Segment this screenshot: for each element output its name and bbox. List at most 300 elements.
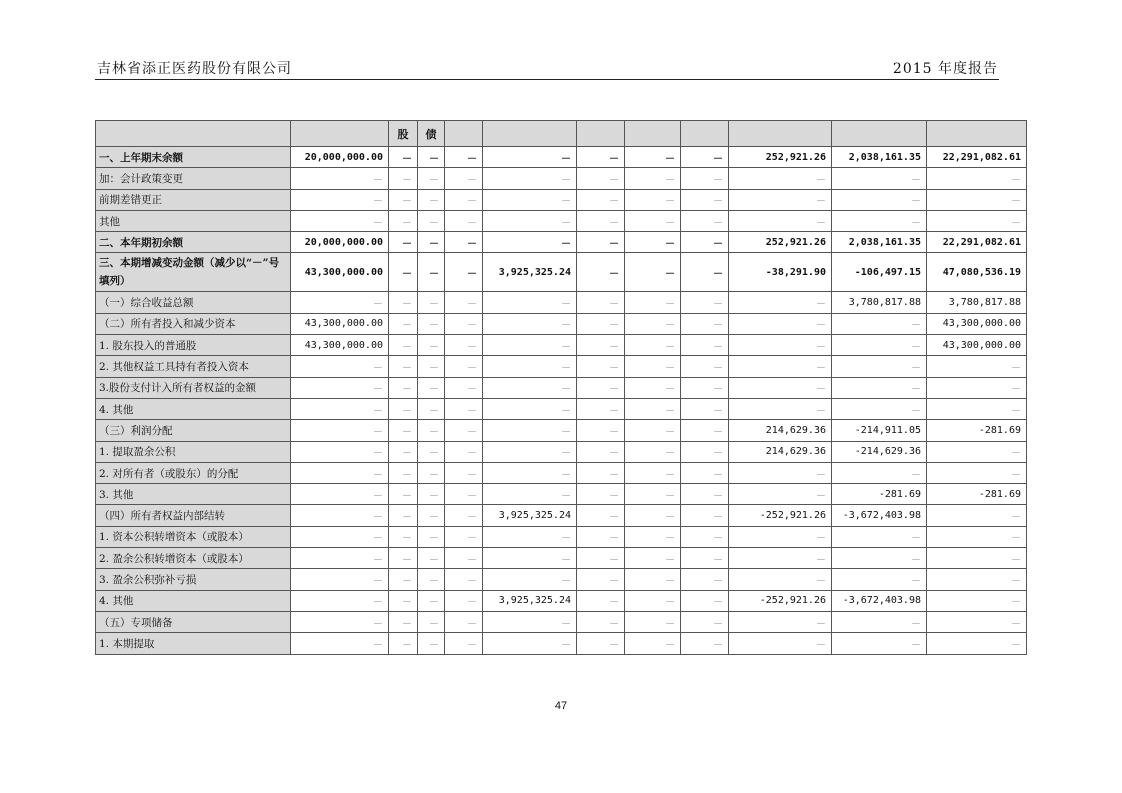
value-cell: － bbox=[445, 484, 483, 505]
value-cell: － bbox=[389, 377, 418, 398]
value-cell: － bbox=[729, 356, 832, 377]
value-cell: － bbox=[729, 335, 832, 356]
value-cell: － bbox=[729, 569, 832, 590]
table-row bbox=[96, 335, 1027, 356]
value-cell: － bbox=[577, 505, 625, 526]
value-cell: － bbox=[625, 377, 681, 398]
value-cell: － bbox=[483, 168, 577, 189]
value-cell: － bbox=[625, 420, 681, 441]
value-cell: － bbox=[483, 377, 577, 398]
row-label: 2. 其他权益工具持有者投入资本 bbox=[96, 356, 291, 377]
value-cell: － bbox=[832, 611, 927, 632]
value-cell: － bbox=[418, 505, 445, 526]
value-cell: － bbox=[389, 590, 418, 611]
value-cell: － bbox=[625, 147, 681, 168]
value-cell: － bbox=[577, 147, 625, 168]
table-row bbox=[96, 611, 1027, 632]
header-cell bbox=[625, 121, 681, 147]
value-cell: － bbox=[483, 335, 577, 356]
value-cell: － bbox=[681, 484, 729, 505]
value-cell: － bbox=[418, 441, 445, 462]
value-cell: － bbox=[729, 313, 832, 334]
value-cell: 3,925,325.24 bbox=[483, 590, 577, 611]
value-cell: － bbox=[577, 526, 625, 547]
value-cell: － bbox=[681, 590, 729, 611]
value-cell: 47,080,536.19 bbox=[927, 253, 1027, 292]
header-cell bbox=[291, 121, 389, 147]
row-label: 一、上年期末余额 bbox=[96, 147, 291, 168]
value-cell: － bbox=[681, 147, 729, 168]
value-cell: － bbox=[291, 398, 389, 419]
value-cell: － bbox=[625, 484, 681, 505]
value-cell: － bbox=[577, 292, 625, 313]
value-cell: － bbox=[625, 356, 681, 377]
value-cell: － bbox=[483, 462, 577, 483]
row-label: 二、本年期初余额 bbox=[96, 232, 291, 253]
value-cell: － bbox=[832, 526, 927, 547]
value-cell: － bbox=[291, 420, 389, 441]
value-cell: － bbox=[832, 548, 927, 569]
value-cell: － bbox=[577, 313, 625, 334]
value-cell: － bbox=[577, 441, 625, 462]
value-cell: － bbox=[729, 377, 832, 398]
value-cell: － bbox=[418, 484, 445, 505]
value-cell: － bbox=[445, 168, 483, 189]
value-cell: -252,921.26 bbox=[729, 505, 832, 526]
value-cell: － bbox=[389, 420, 418, 441]
value-cell: － bbox=[483, 441, 577, 462]
value-cell: － bbox=[389, 147, 418, 168]
value-cell: － bbox=[625, 441, 681, 462]
value-cell: － bbox=[389, 356, 418, 377]
value-cell: － bbox=[483, 420, 577, 441]
value-cell: － bbox=[483, 398, 577, 419]
value-cell: － bbox=[832, 168, 927, 189]
value-cell: － bbox=[418, 398, 445, 419]
value-cell: － bbox=[418, 377, 445, 398]
value-cell: － bbox=[483, 210, 577, 231]
value-cell: － bbox=[418, 210, 445, 231]
value-cell: － bbox=[389, 441, 418, 462]
value-cell: － bbox=[483, 232, 577, 253]
row-label: 4. 其他 bbox=[96, 590, 291, 611]
row-label: 1. 股东投入的普通股 bbox=[96, 335, 291, 356]
table-row bbox=[96, 441, 1027, 462]
header-cell bbox=[96, 121, 291, 147]
value-cell: － bbox=[389, 484, 418, 505]
value-cell: － bbox=[927, 569, 1027, 590]
value-cell: 22,291,082.61 bbox=[927, 232, 1027, 253]
value-cell: － bbox=[483, 484, 577, 505]
value-cell: － bbox=[291, 484, 389, 505]
value-cell: － bbox=[681, 292, 729, 313]
row-label: （三）利润分配 bbox=[96, 420, 291, 441]
value-cell: 252,921.26 bbox=[729, 147, 832, 168]
value-cell: -281.69 bbox=[927, 484, 1027, 505]
value-cell: － bbox=[445, 313, 483, 334]
value-cell: － bbox=[681, 441, 729, 462]
value-cell: 2,038,161.35 bbox=[832, 232, 927, 253]
value-cell: － bbox=[625, 210, 681, 231]
value-cell: － bbox=[729, 292, 832, 313]
header-cell bbox=[832, 121, 927, 147]
value-cell: － bbox=[681, 253, 729, 292]
value-cell: － bbox=[291, 356, 389, 377]
value-cell: － bbox=[681, 633, 729, 654]
table-body bbox=[96, 121, 1027, 655]
value-cell: － bbox=[681, 398, 729, 419]
value-cell: － bbox=[483, 356, 577, 377]
value-cell: － bbox=[625, 398, 681, 419]
page-number: 47 bbox=[554, 700, 568, 712]
value-cell: － bbox=[291, 292, 389, 313]
value-cell: － bbox=[445, 377, 483, 398]
value-cell: － bbox=[483, 189, 577, 210]
value-cell: － bbox=[832, 313, 927, 334]
value-cell: － bbox=[927, 505, 1027, 526]
value-cell: 43,300,000.00 bbox=[291, 313, 389, 334]
row-label: （一）综合收益总额 bbox=[96, 292, 291, 313]
value-cell: － bbox=[832, 462, 927, 483]
value-cell: 3,925,325.24 bbox=[483, 505, 577, 526]
value-cell: － bbox=[389, 210, 418, 231]
value-cell: － bbox=[445, 462, 483, 483]
value-cell: － bbox=[625, 569, 681, 590]
value-cell: -281.69 bbox=[927, 420, 1027, 441]
value-cell: － bbox=[577, 232, 625, 253]
value-cell: － bbox=[389, 526, 418, 547]
table-row bbox=[96, 526, 1027, 547]
row-label: （四）所有者权益内部结转 bbox=[96, 505, 291, 526]
value-cell: － bbox=[577, 210, 625, 231]
value-cell: -3,672,403.98 bbox=[832, 590, 927, 611]
value-cell: － bbox=[389, 253, 418, 292]
value-cell: － bbox=[832, 377, 927, 398]
value-cell: － bbox=[577, 189, 625, 210]
value-cell: 43,300,000.00 bbox=[927, 335, 1027, 356]
table-row bbox=[96, 398, 1027, 419]
row-label: 2. 盈余公积转增资本（或股本） bbox=[96, 548, 291, 569]
value-cell: － bbox=[418, 356, 445, 377]
value-cell: -281.69 bbox=[832, 484, 927, 505]
value-cell: － bbox=[625, 590, 681, 611]
table-row bbox=[96, 633, 1027, 654]
value-cell: － bbox=[832, 398, 927, 419]
value-cell: － bbox=[418, 232, 445, 253]
value-cell: － bbox=[577, 590, 625, 611]
value-cell: － bbox=[445, 526, 483, 547]
value-cell: － bbox=[445, 569, 483, 590]
value-cell: － bbox=[832, 569, 927, 590]
value-cell: － bbox=[445, 548, 483, 569]
value-cell: － bbox=[577, 611, 625, 632]
value-cell: － bbox=[681, 526, 729, 547]
value-cell: － bbox=[681, 232, 729, 253]
value-cell: － bbox=[927, 441, 1027, 462]
value-cell: － bbox=[577, 253, 625, 292]
table-row bbox=[96, 590, 1027, 611]
report-title: 2015 年度报告 bbox=[892, 61, 998, 77]
value-cell: － bbox=[291, 189, 389, 210]
value-cell: － bbox=[483, 313, 577, 334]
table-row bbox=[96, 168, 1027, 189]
value-cell: － bbox=[625, 253, 681, 292]
value-cell: － bbox=[832, 189, 927, 210]
value-cell: － bbox=[625, 548, 681, 569]
value-cell: － bbox=[577, 377, 625, 398]
value-cell: 43,300,000.00 bbox=[291, 335, 389, 356]
value-cell: － bbox=[729, 462, 832, 483]
value-cell: － bbox=[445, 611, 483, 632]
value-cell: － bbox=[577, 484, 625, 505]
value-cell: － bbox=[927, 356, 1027, 377]
header-cell bbox=[681, 121, 729, 147]
value-cell: － bbox=[445, 292, 483, 313]
header-cell bbox=[483, 121, 577, 147]
value-cell: － bbox=[418, 313, 445, 334]
value-cell: － bbox=[625, 335, 681, 356]
value-cell: － bbox=[418, 253, 445, 292]
value-cell: － bbox=[729, 484, 832, 505]
value-cell: － bbox=[927, 526, 1027, 547]
value-cell: － bbox=[389, 232, 418, 253]
value-cell: -252,921.26 bbox=[729, 590, 832, 611]
value-cell: － bbox=[832, 633, 927, 654]
value-cell: － bbox=[389, 292, 418, 313]
value-cell: 214,629.36 bbox=[729, 420, 832, 441]
value-cell: － bbox=[418, 548, 445, 569]
value-cell: － bbox=[681, 569, 729, 590]
header-cell bbox=[927, 121, 1027, 147]
value-cell: － bbox=[625, 189, 681, 210]
value-cell: 252,921.26 bbox=[729, 232, 832, 253]
value-cell: － bbox=[681, 420, 729, 441]
value-cell: － bbox=[445, 505, 483, 526]
value-cell: － bbox=[291, 377, 389, 398]
value-cell: － bbox=[389, 569, 418, 590]
value-cell: － bbox=[483, 548, 577, 569]
value-cell: － bbox=[625, 526, 681, 547]
value-cell: － bbox=[729, 168, 832, 189]
value-cell: － bbox=[291, 505, 389, 526]
value-cell: -3,672,403.98 bbox=[832, 505, 927, 526]
value-cell: － bbox=[625, 462, 681, 483]
value-cell: － bbox=[681, 377, 729, 398]
value-cell: － bbox=[832, 356, 927, 377]
value-cell: － bbox=[418, 611, 445, 632]
value-cell: － bbox=[445, 232, 483, 253]
value-cell: － bbox=[418, 147, 445, 168]
value-cell: － bbox=[681, 335, 729, 356]
value-cell: － bbox=[927, 590, 1027, 611]
header-cell bbox=[577, 121, 625, 147]
value-cell: － bbox=[681, 611, 729, 632]
company-name: 吉林省添正医药股份有限公司 bbox=[97, 61, 292, 77]
value-cell: － bbox=[389, 398, 418, 419]
value-cell: － bbox=[625, 505, 681, 526]
value-cell: － bbox=[445, 441, 483, 462]
value-cell: -38,291.90 bbox=[729, 253, 832, 292]
value-cell: － bbox=[729, 398, 832, 419]
table-row bbox=[96, 147, 1027, 168]
value-cell: － bbox=[418, 420, 445, 441]
table-row bbox=[96, 420, 1027, 441]
value-cell: － bbox=[625, 633, 681, 654]
table-row bbox=[96, 210, 1027, 231]
value-cell: － bbox=[445, 398, 483, 419]
value-cell: 3,925,325.24 bbox=[483, 253, 577, 292]
value-cell: － bbox=[625, 611, 681, 632]
value-cell: 43,300,000.00 bbox=[927, 313, 1027, 334]
row-label: 前期差错更正 bbox=[96, 189, 291, 210]
value-cell: － bbox=[445, 210, 483, 231]
row-label: 3. 盈余公积弥补亏损 bbox=[96, 569, 291, 590]
value-cell: － bbox=[577, 569, 625, 590]
value-cell: － bbox=[389, 335, 418, 356]
value-cell: － bbox=[389, 168, 418, 189]
value-cell: － bbox=[418, 633, 445, 654]
value-cell: － bbox=[927, 462, 1027, 483]
value-cell: － bbox=[832, 335, 927, 356]
value-cell: － bbox=[389, 548, 418, 569]
value-cell: － bbox=[389, 189, 418, 210]
row-label: （二）所有者投入和减少资本 bbox=[96, 313, 291, 334]
value-cell: － bbox=[418, 526, 445, 547]
value-cell: － bbox=[389, 505, 418, 526]
value-cell: － bbox=[927, 168, 1027, 189]
value-cell: － bbox=[577, 168, 625, 189]
table-row bbox=[96, 189, 1027, 210]
value-cell: － bbox=[483, 569, 577, 590]
value-cell: － bbox=[291, 168, 389, 189]
value-cell: － bbox=[418, 335, 445, 356]
value-cell: － bbox=[625, 168, 681, 189]
value-cell: － bbox=[625, 232, 681, 253]
value-cell: － bbox=[927, 633, 1027, 654]
value-cell: － bbox=[577, 335, 625, 356]
row-label: 1. 提取盈余公积 bbox=[96, 441, 291, 462]
equity-changes-table bbox=[95, 120, 1027, 655]
value-cell: － bbox=[577, 633, 625, 654]
table-row bbox=[96, 377, 1027, 398]
value-cell: － bbox=[445, 253, 483, 292]
value-cell: － bbox=[291, 611, 389, 632]
value-cell: － bbox=[577, 356, 625, 377]
value-cell: － bbox=[418, 292, 445, 313]
value-cell: － bbox=[681, 189, 729, 210]
value-cell: － bbox=[927, 377, 1027, 398]
value-cell: － bbox=[445, 147, 483, 168]
value-cell: -214,911.05 bbox=[832, 420, 927, 441]
value-cell: － bbox=[389, 611, 418, 632]
table-header-row bbox=[96, 121, 1027, 147]
value-cell: － bbox=[625, 313, 681, 334]
value-cell: － bbox=[729, 633, 832, 654]
value-cell: － bbox=[681, 210, 729, 231]
value-cell: － bbox=[681, 168, 729, 189]
header-cell bbox=[729, 121, 832, 147]
row-label: 3. 其他 bbox=[96, 484, 291, 505]
value-cell: － bbox=[681, 462, 729, 483]
header-cell: 债 bbox=[418, 121, 445, 147]
value-cell: － bbox=[577, 548, 625, 569]
value-cell: － bbox=[729, 611, 832, 632]
row-label: 3.股份支付计入所有者权益的金额 bbox=[96, 377, 291, 398]
value-cell: － bbox=[291, 590, 389, 611]
value-cell: 2,038,161.35 bbox=[832, 147, 927, 168]
value-cell: － bbox=[291, 548, 389, 569]
value-cell: － bbox=[291, 526, 389, 547]
value-cell: － bbox=[729, 526, 832, 547]
row-label: 其他 bbox=[96, 210, 291, 231]
table-row bbox=[96, 253, 1027, 292]
value-cell: － bbox=[291, 462, 389, 483]
table-row bbox=[96, 505, 1027, 526]
value-cell: － bbox=[389, 313, 418, 334]
value-cell: － bbox=[625, 292, 681, 313]
value-cell: － bbox=[483, 147, 577, 168]
value-cell: 43,300,000.00 bbox=[291, 253, 389, 292]
table-row bbox=[96, 548, 1027, 569]
header-divider bbox=[95, 79, 999, 80]
table-row bbox=[96, 569, 1027, 590]
value-cell: － bbox=[418, 590, 445, 611]
value-cell: － bbox=[418, 569, 445, 590]
value-cell: － bbox=[445, 335, 483, 356]
value-cell: － bbox=[577, 462, 625, 483]
row-label: 三、本期增减变动金额（减少以“－”号填列） bbox=[96, 253, 291, 292]
table-row bbox=[96, 484, 1027, 505]
value-cell: － bbox=[418, 168, 445, 189]
table-row bbox=[96, 462, 1027, 483]
value-cell: － bbox=[291, 633, 389, 654]
value-cell: － bbox=[927, 611, 1027, 632]
row-label: 加：会计政策变更 bbox=[96, 168, 291, 189]
value-cell: － bbox=[291, 569, 389, 590]
value-cell: － bbox=[483, 292, 577, 313]
value-cell: － bbox=[483, 611, 577, 632]
value-cell: － bbox=[445, 189, 483, 210]
value-cell: － bbox=[681, 356, 729, 377]
value-cell: － bbox=[729, 548, 832, 569]
value-cell: 20,000,000.00 bbox=[291, 147, 389, 168]
value-cell: 20,000,000.00 bbox=[291, 232, 389, 253]
table-row bbox=[96, 356, 1027, 377]
value-cell: － bbox=[389, 462, 418, 483]
value-cell: － bbox=[483, 526, 577, 547]
value-cell: -214,629.36 bbox=[832, 441, 927, 462]
value-cell: － bbox=[418, 189, 445, 210]
value-cell: － bbox=[927, 210, 1027, 231]
value-cell: 22,291,082.61 bbox=[927, 147, 1027, 168]
value-cell: － bbox=[445, 633, 483, 654]
value-cell: － bbox=[729, 189, 832, 210]
value-cell: － bbox=[681, 505, 729, 526]
table-row bbox=[96, 232, 1027, 253]
value-cell: － bbox=[445, 356, 483, 377]
value-cell: － bbox=[291, 210, 389, 231]
value-cell: － bbox=[291, 441, 389, 462]
value-cell: － bbox=[927, 548, 1027, 569]
row-label: 2. 对所有者（或股东）的分配 bbox=[96, 462, 291, 483]
value-cell: － bbox=[832, 210, 927, 231]
row-label: 1. 本期提取 bbox=[96, 633, 291, 654]
value-cell: － bbox=[418, 462, 445, 483]
value-cell: － bbox=[927, 398, 1027, 419]
value-cell: － bbox=[577, 420, 625, 441]
value-cell: － bbox=[927, 189, 1027, 210]
value-cell: -106,497.15 bbox=[832, 253, 927, 292]
